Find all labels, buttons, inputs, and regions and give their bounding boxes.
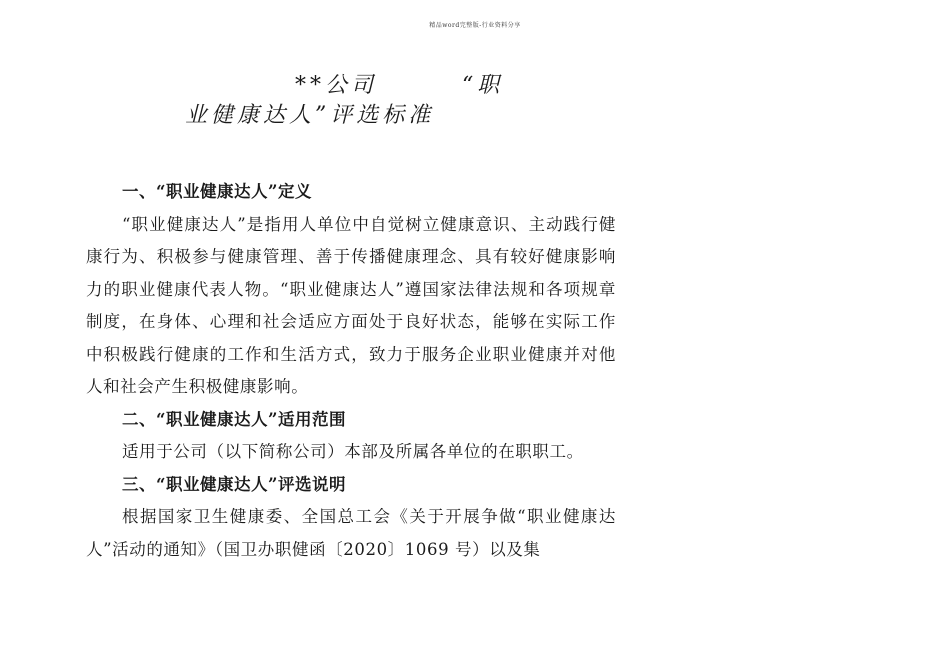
section-paragraph-scope: 适用于公司（以下简称公司）本部及所属各单位的在职职工。 bbox=[122, 442, 584, 461]
section-heading-selection: 三、“职业健康达人”评选说明 bbox=[122, 474, 346, 494]
section-heading-scope: 二、“职业健康达人”适用范围 bbox=[122, 409, 346, 429]
section-paragraph-definition: “职业健康达人”是指用人单位中自觉树立健康意识、主动践行健康行为、积极参与健康管理、善于传播健康理念、具有较好健康影响力的职业健康代表人物。“职业健康达人”遵国家法律法规和各项规章制度，在身体、心理和社会适应方面处于良好状态，能够在实际工作中积极践行健康的工作和生活方式，致力于服务企业职业健康并对他人和社会产生积极健康影响。 bbox=[86, 214, 616, 396]
section-heading-definition: 一、“职业健康达人”定义 bbox=[122, 182, 312, 201]
document-title-company: **公司 bbox=[295, 73, 378, 98]
document-body bbox=[86, 176, 616, 566]
document-title-quote: “职 bbox=[462, 73, 504, 98]
section-paragraph-selection: 根据国家卫生健康委、全国总工会《关于开展争做“职业健康达人”活动的通知》（国卫办职健函〔2020〕1069 号）以及集 bbox=[86, 507, 616, 559]
header-note: 精品word完整版-行业资料分享 bbox=[429, 22, 521, 29]
document-title-main: 业健康达人”评选标准 bbox=[185, 103, 435, 128]
